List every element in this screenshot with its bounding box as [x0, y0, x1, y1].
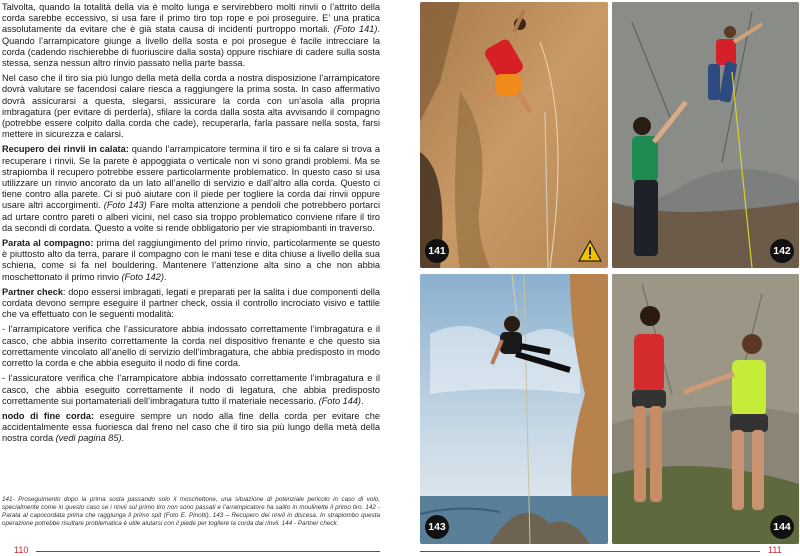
paragraph [2, 73, 380, 140]
photo-144-partner-check [612, 274, 799, 544]
photo-141-climber-overhang [420, 2, 608, 268]
paragraph [2, 2, 380, 69]
text-run: . Quando l’arrampicatore giunge a livello della sosta e poi prosegue è facile intrecciare la corda (cadendo rischierebbe di fuoriuscire dalla sosta) oppure rischiare di cadere sulla sosta stessa, senza nessun altro rinvio passato nella parte bassa. [2, 24, 380, 69]
text-run: . [121, 433, 125, 444]
photo-reference: (Foto 141) [333, 24, 378, 35]
photo-number-badge-141: 141 [425, 239, 449, 263]
photo-number-badge-144: 144 [770, 515, 794, 539]
bold-heading: Partner check [2, 286, 63, 297]
text-run: - l’assicuratore verifica che l’arrampicatore abbia indossato correttamente l’imbragatura e il casco, che abbia eseguito correttamente il nodo di legatura, che abbia predisposto correttamente sui portamateriali dell’imbragatura tutto il materiale necessario. [2, 373, 380, 406]
paragraph [2, 238, 380, 283]
footer-rule-left [36, 551, 380, 552]
photo-142-spotting-partner [612, 2, 799, 268]
paragraph [2, 287, 380, 321]
text-run: Nel caso che il tiro sia più lungo della metà della corda a nostra disposizione l’arrampicatore dovrà valutare se facendosi calare riesca a raggiungere la prima sosta. In caso affermativo dovrà assicurarsi a questa, slegarsi, assicurare la corda con un’asola alla propria imbragatura (per evitare di perderla), sfilare la corda dalla sosta alta avvisando il compagno (potrebbe essere colpito dalla corda che cade), recuperarla, farla passare nella sosta, farsi mettere in sicurezza e calarsi. [2, 73, 380, 140]
text-run: . [361, 395, 364, 406]
text-run: - l’arrampicatore verifica che l’assicuratore abbia indossato correttamente l’imbragatura e il casco, che abbia inserito correttamente la corda nel dispositivo frenante e che questo sia correttamente vincolato all’anello di servizio dell’imbragatura, che abbia predisposto in modo corretto la corda e che abbia eseguito il nodo di fine corda. [2, 324, 380, 369]
paragraph [2, 324, 380, 369]
left-page-body-text [2, 2, 380, 449]
photo-reference: (Foto 142) [121, 271, 164, 282]
text-run: prima del raggiungimento del primo rinvio, particolarmente se questo è piuttosto alto da terra, parare il compagno con le mani tese e dita chiuse a livello della sua schiena, come si fa nel bouldering. Mantenere l’attenzione alta sino a che non abbia moschettonato il primo rinvio [2, 238, 380, 282]
paragraph [2, 411, 380, 445]
bold-heading: Recupero dei rinvii in calata: [2, 144, 129, 155]
text-run: quando l’arrampicatore termina il tiro e si fa calare si trova a recuperare i rinvii. Se la parete è appoggiata o verticale non vi sono grandi problemi. Ma se strapiomba il recupero potrebbe essere particolarmente problematico. In questo caso si usa utilizzare un rinvio ancorato da un lato all’anello di servizio e dall’altro alla corda. Questo ci tiene contro alla parete. Ci si può aiutare con il piede per togliere la corda dai rinvii oppure usare altri accorgimenti. [2, 144, 381, 211]
paragraph [2, 373, 380, 407]
photo-reference: (Foto 144) [318, 395, 361, 406]
paragraph [2, 144, 380, 234]
photo-captions: 141- Proseguimento dopo la prima sosta passando solo il moschettone, una situazione di potenziale pericolo in caso di volo, specialmente come in questo caso se i rinvii sul primo tiro non sono passati e l’arrampicatore ha salito in moulinette il primo tiro. 142 - Parata al capocordata prima che raggiunga il primo spit (Foto E. Pinotti). 143 – Recupero dei rinvii in discesa. In strapiombo questa operazione potrebbe risultare problematica è utile aiutarsi con il piede per togliere la corda dai rinvii. 144 - Partner check. [2, 496, 380, 527]
photo-reference: (Foto 143) [103, 200, 147, 211]
bold-heading: Parata al compagno: [2, 238, 94, 249]
photo-reference: (vedi pagina 85) [55, 433, 122, 444]
text-run: : dopo essersi imbragati, legati e preparati per la salita i due componenti della cordata devono sempre eseguire il partner check, ossia il controllo incrociato visivo e tattile che va effettuato con le seguenti modalità: [2, 286, 381, 320]
photo-143-lowering-climber [420, 274, 608, 544]
bold-heading: nodo di fine corda: [2, 410, 95, 421]
photo-number-badge-142: 142 [770, 239, 794, 263]
text-run: eseguire sempre un nodo alla fine della corda per evitare che accidentalmente essa fuoriesca dal freno nel caso che il tiro sia più lungo della metà della nostra corda [2, 410, 380, 444]
page-number-left: 110 [14, 545, 29, 555]
text-run: Talvolta, quando la totalità della via è molto lunga e servirebbero molti rinvii o l’attrito della corda sarebbe eccessivo, si usa fare il primo tiro top rope e poi proseguire. E’ una pratica assolutamente da evitare che è già stata causa di incidenti purtroppo mortali. [2, 2, 380, 35]
photo-number-badge-143: 143 [425, 515, 449, 539]
footer-rule-right [420, 551, 760, 552]
text-run: Fare molta attenzione a pendoli che potrebbero portarci ad urtare contro pareti o alberi vicini, nel caso sia troppo problematico conviene rifare il tiro da secondi di cordata. Questo a volte si rende obbligatorio per vie strapiombanti in traverso. [2, 200, 380, 233]
page-number-right: 111 [768, 545, 782, 555]
warning-icon [578, 240, 602, 262]
text-run: . [163, 271, 167, 282]
